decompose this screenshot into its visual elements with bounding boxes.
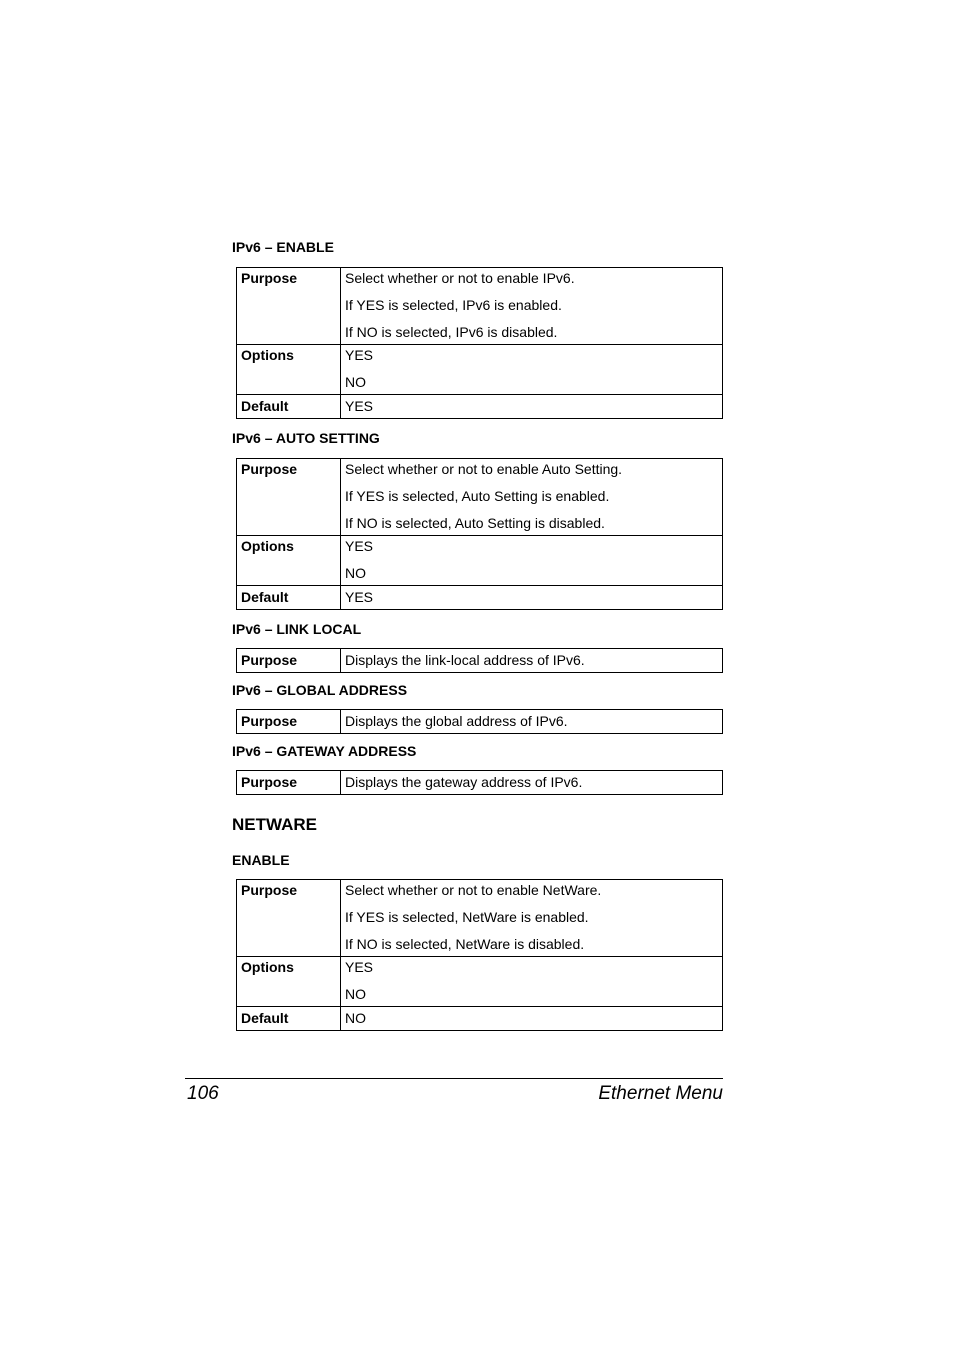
row-value: YES bbox=[341, 395, 723, 419]
ipv6-global-address-table bbox=[236, 709, 723, 734]
row-label: Purpose bbox=[237, 459, 341, 536]
table-row bbox=[237, 957, 723, 1007]
row-label: Default bbox=[237, 1007, 341, 1031]
chapter-title: Ethernet Menu bbox=[598, 1083, 723, 1104]
row-label: Purpose bbox=[237, 710, 341, 734]
ipv6-enable-table bbox=[236, 267, 723, 419]
table-row bbox=[237, 395, 723, 419]
row-value bbox=[341, 268, 723, 345]
row-value: Displays the gateway address of IPv6. bbox=[341, 771, 723, 795]
row-label: Purpose bbox=[237, 268, 341, 345]
row-value: YES bbox=[341, 586, 723, 610]
value-line: YES bbox=[345, 959, 374, 975]
netware-heading: NETWARE bbox=[232, 815, 317, 834]
row-label: Options bbox=[237, 957, 341, 1007]
table-row bbox=[237, 536, 723, 586]
row-value bbox=[341, 459, 723, 536]
section-title-ipv6-gateway-address: IPv6 – GATEWAY ADDRESS bbox=[232, 743, 417, 759]
row-label: Options bbox=[237, 536, 341, 586]
value-line: Select whether or not to enable IPv6. bbox=[345, 270, 575, 286]
table-row bbox=[237, 880, 723, 957]
row-label: Default bbox=[237, 586, 341, 610]
section-title-netware-enable: ENABLE bbox=[232, 852, 290, 868]
section-title-ipv6-global-address: IPv6 – GLOBAL ADDRESS bbox=[232, 682, 408, 698]
ipv6-auto-setting-table bbox=[236, 458, 723, 610]
value-line: Select whether or not to enable NetWare. bbox=[345, 882, 602, 898]
value-line: If YES is selected, IPv6 is enabled. bbox=[345, 297, 562, 313]
footer-divider bbox=[185, 1078, 723, 1079]
row-label: Options bbox=[237, 345, 341, 395]
row-label: Purpose bbox=[237, 649, 341, 673]
value-line: YES bbox=[345, 538, 374, 554]
value-line: Select whether or not to enable Auto Setting. bbox=[345, 461, 623, 477]
table-row bbox=[237, 459, 723, 536]
value-line: If NO is selected, NetWare is disabled. bbox=[345, 936, 585, 952]
row-label: Purpose bbox=[237, 771, 341, 795]
row-value bbox=[341, 345, 723, 395]
row-value bbox=[341, 536, 723, 586]
value-line: If NO is selected, IPv6 is disabled. bbox=[345, 324, 558, 340]
table-row bbox=[237, 586, 723, 610]
value-line: If YES is selected, NetWare is enabled. bbox=[345, 909, 589, 925]
page-number: 106 bbox=[187, 1083, 219, 1104]
table-row bbox=[237, 1007, 723, 1031]
row-value bbox=[341, 957, 723, 1007]
row-value: NO bbox=[341, 1007, 723, 1031]
row-value: Displays the global address of IPv6. bbox=[341, 710, 723, 734]
row-label: Default bbox=[237, 395, 341, 419]
table-row bbox=[237, 771, 723, 795]
value-line: NO bbox=[345, 374, 366, 390]
row-label: Purpose bbox=[237, 880, 341, 957]
value-line: If NO is selected, Auto Setting is disabled. bbox=[345, 515, 605, 531]
row-value: Displays the link-local address of IPv6. bbox=[341, 649, 723, 673]
table-row bbox=[237, 345, 723, 395]
ipv6-gateway-address-table bbox=[236, 770, 723, 795]
table-row bbox=[237, 649, 723, 673]
value-line: NO bbox=[345, 986, 366, 1002]
value-line: If YES is selected, Auto Setting is enabled. bbox=[345, 488, 610, 504]
row-value bbox=[341, 880, 723, 957]
section-title-ipv6-enable: IPv6 – ENABLE bbox=[232, 239, 334, 255]
value-line: NO bbox=[345, 565, 366, 581]
table-row bbox=[237, 268, 723, 345]
section-title-ipv6-auto-setting: IPv6 – AUTO SETTING bbox=[232, 430, 380, 446]
netware-enable-table bbox=[236, 879, 723, 1031]
section-title-ipv6-link-local: IPv6 – LINK LOCAL bbox=[232, 621, 362, 637]
table-row bbox=[237, 710, 723, 734]
value-line: YES bbox=[345, 347, 374, 363]
ipv6-link-local-table bbox=[236, 648, 723, 673]
